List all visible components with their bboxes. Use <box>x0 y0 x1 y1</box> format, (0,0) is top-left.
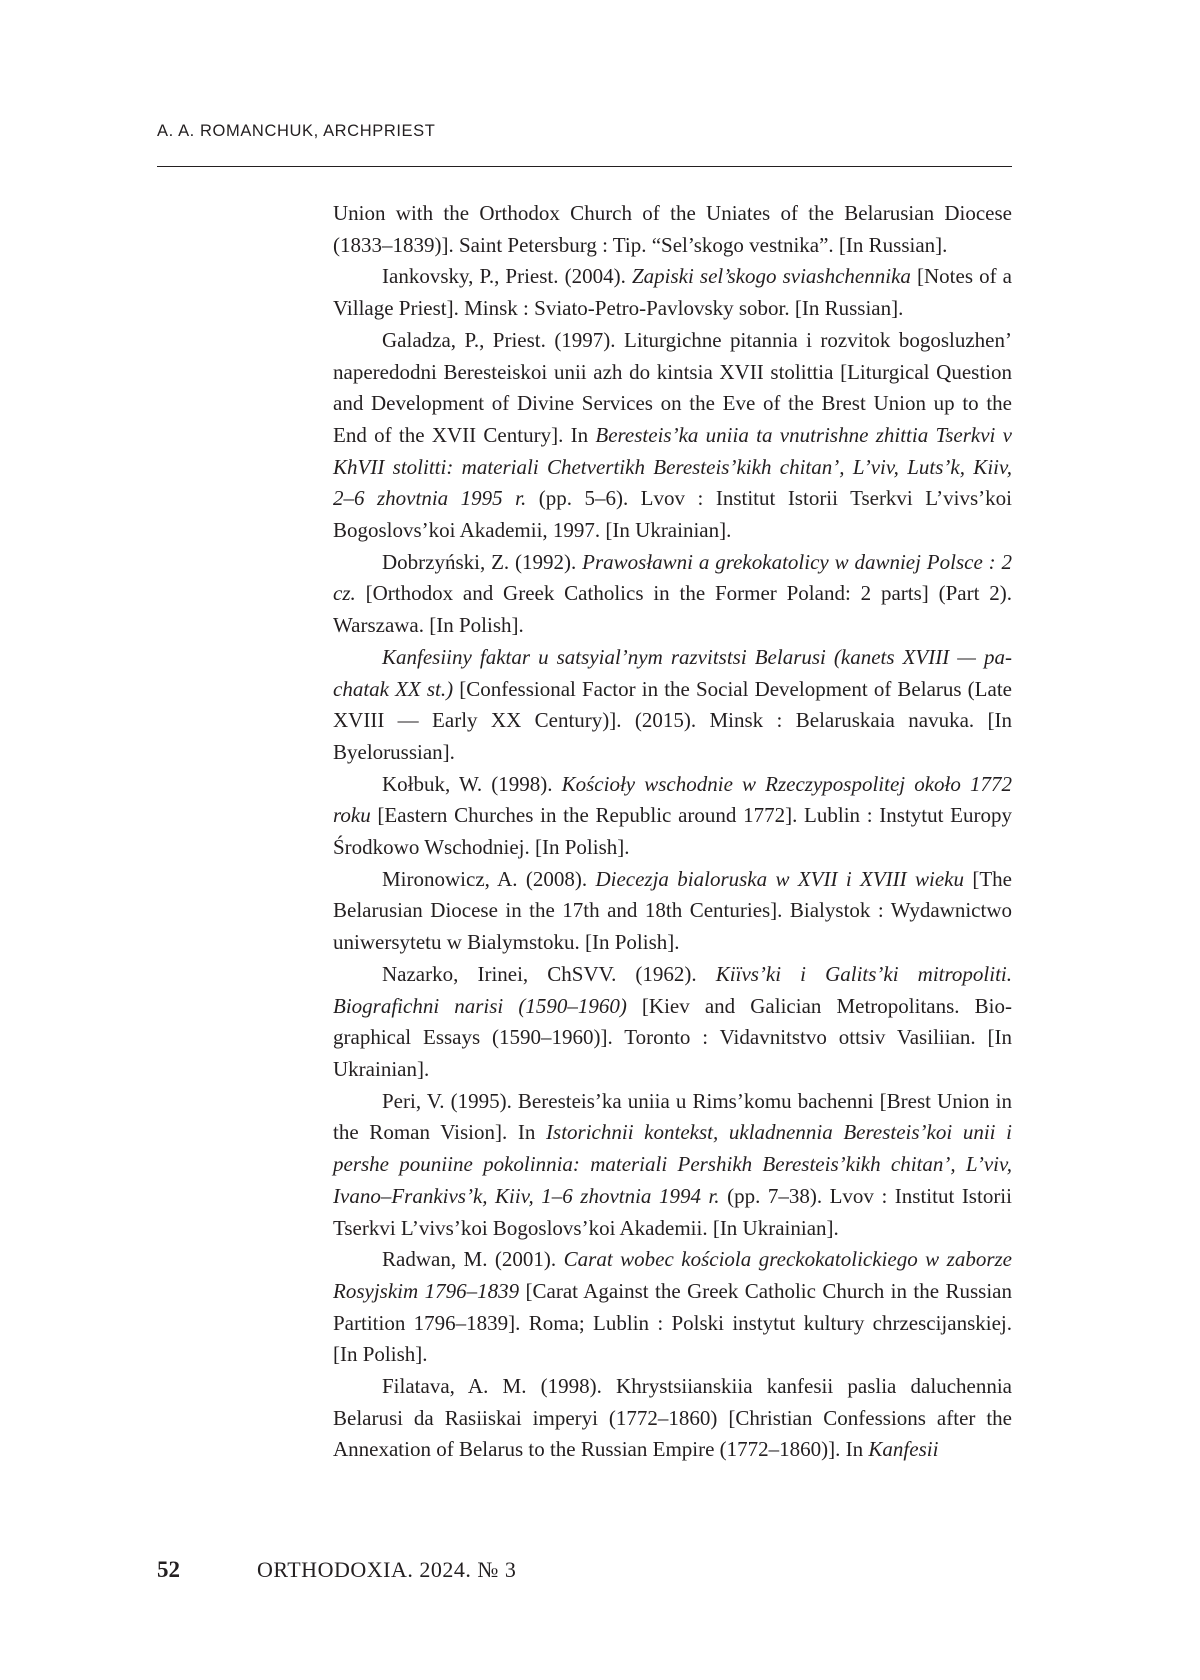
reference-text: Galadza, P., Priest. (1997). Liturgichne pitannia i rozvitok bogosluzhen’ naperedodni Beresteiskoi unii azh do kintsia XVII stolittia [Liturgical Question and Development of Divine Services on the Eve of the Brest Union up to the End of the XVII Century]. In <box>333 327 1012 447</box>
reference-title: Istorichnii kontekst, ukladnennia Beresteis’koi unii i pershe pouniine pokolinnia: materiali Pershikh Beresteis’kikh chitan’, L’viv, Ivano–Frankivs’k, Kiiv, 1–6 zhovtnia 1994 r. <box>333 1120 1012 1208</box>
reference-text: Union with the Orthodox Church of the Uniates of the Belarusian Diocese (1833–1839)]. Saint Petersburg : Tip. “Sel’skogo vestnika”. [In Russian]. <box>333 201 1012 257</box>
reference-entry <box>333 1244 1012 1371</box>
reference-list <box>333 198 1012 1466</box>
reference-text: Radwan, M. (2001). <box>382 1247 564 1272</box>
reference-text: (pp. 7–38). Lvov : Institut Istorii Tserkvi L’vivs’koi Bogoslovs’koi Akademii. [In Ukrainian]. <box>333 1183 1012 1240</box>
reference-entry <box>333 325 1012 547</box>
reference-text: [Confessional Factor in the Social Development of Belarus (Late XVIII — Early XX Century)]. (2015). Minsk : Belaruskaia navuka. [In Byelorussian]. <box>333 676 1012 764</box>
reference-text: (pp. 5–6). Lvov : Institut Istorii Tserkvi L’vivs’koi Bogoslovs’koi Akademii, 1997. [In Ukrainian]. <box>333 486 1012 543</box>
reference-title: Beresteis’ka uniia ta vnutrishne zhittia Tserkvi v KhVII stolitti: materiali Chetvertikh Beresteis’kikh chitan’, L’viv, Luts’k, Kiiv, 2–6 zhovtnia 1995 r. <box>333 422 1012 511</box>
reference-text: Mironowicz, A. (2008). <box>382 866 596 891</box>
reference-entry <box>333 642 1012 769</box>
reference-text: [Eastern Churches in the Republic around 1772]. Lublin : Instytut Europy Środkowo Wschodniej. [In Polish]. <box>333 803 1012 860</box>
reference-text: [Notes of a Village Priest]. Minsk : Sviato-Petro-Pavlovsky sobor. [In Russian]. <box>333 264 1013 321</box>
reference-text: Kołbuk, W. (1998). <box>382 771 562 796</box>
reference-entry <box>333 959 1012 1086</box>
reference-text: [Carat Against the Greek Catholic Church in the Russian Partition 1796–1839]. Roma; Lublin : Polski instytut kultury chrzescijanskiej. [In Polish]. <box>333 1278 1012 1367</box>
reference-text: Nazarko, Irinei, ChSVV. (1962). <box>382 961 716 986</box>
reference-text: [Orthodox and Greek Catholics in the Former Poland: 2 parts] (Part 2). Warszawa. [In Polish]. <box>333 581 1012 638</box>
header-rule <box>157 166 1012 167</box>
journal-name: ORTHODOXIA. 2024. № 3 <box>257 1557 517 1582</box>
reference-text: Peri, V. (1995). Beresteis’ka uniia u Rims’komu bachenni [Brest Union in the Roman Vision]. In <box>333 1088 1012 1145</box>
reference-title: Kanfesiiny faktar u satsyial’nym razvitstsi Belarusi (kanets XVIII — pachatak XX st.) <box>333 644 1012 701</box>
reference-title: Kanfesii <box>868 1437 939 1462</box>
reference-title: Kiïvs’ki i Galits’ki mitropoliti. Biografichni narisi (1590–1960) <box>333 961 1012 1018</box>
reference-text: [Kiev and Galician Metropolitans. Biographical Essays (1590–1960)]. Toronto : Vidavnitstvo ottsiv Vasiliian. [In Ukrainian]. <box>333 993 1012 1081</box>
running-head: A. A. ROMANCHUK, ARCHPRIEST <box>157 122 436 140</box>
reference-entry <box>333 261 1012 324</box>
reference-text: Filatava, A. M. (1998). Khrystsiianskiia kanfesii paslia daluchennia Belarusi da Rasiiskai imperyi (1772–1860) [Christian Confessions after the Annexation of Belarus to the Russian Empire (1772–1860)]. In <box>333 1374 1012 1462</box>
reference-entry <box>333 547 1012 642</box>
reference-text: Iankovsky, P., Priest. (2004). <box>382 264 632 289</box>
reference-entry <box>333 1371 1012 1466</box>
reference-title: Diecezja bialoruska w XVII i XVIII wieku <box>595 866 964 891</box>
reference-entry <box>333 1086 1012 1245</box>
reference-title: Kościoły wschodnie w Rzeczypospolitej około 1772 roku <box>333 771 1013 828</box>
reference-title: Prawosławni a grekokatolicy w dawniej Polsce : 2 cz. <box>333 549 1012 606</box>
reference-entry <box>333 198 1012 261</box>
reference-title: Zapiski sel’skogo sviashchennika <box>631 264 911 289</box>
reference-entry <box>333 864 1012 959</box>
reference-entry <box>333 769 1012 864</box>
reference-title: Carat wobec kościola greckokatolickiego w zaborze Rosyjskim 1796–1839 <box>333 1247 1012 1303</box>
reference-text: Dobrzyński, Z. (1992). <box>382 549 583 574</box>
page-number: 52 <box>157 1557 180 1582</box>
reference-text: [The Belarusian Diocese in the 17th and 18th Centuries]. Bialystok : Wydawnictwo uniwersytetu w Bialymstoku. [In Polish]. <box>333 866 1012 955</box>
